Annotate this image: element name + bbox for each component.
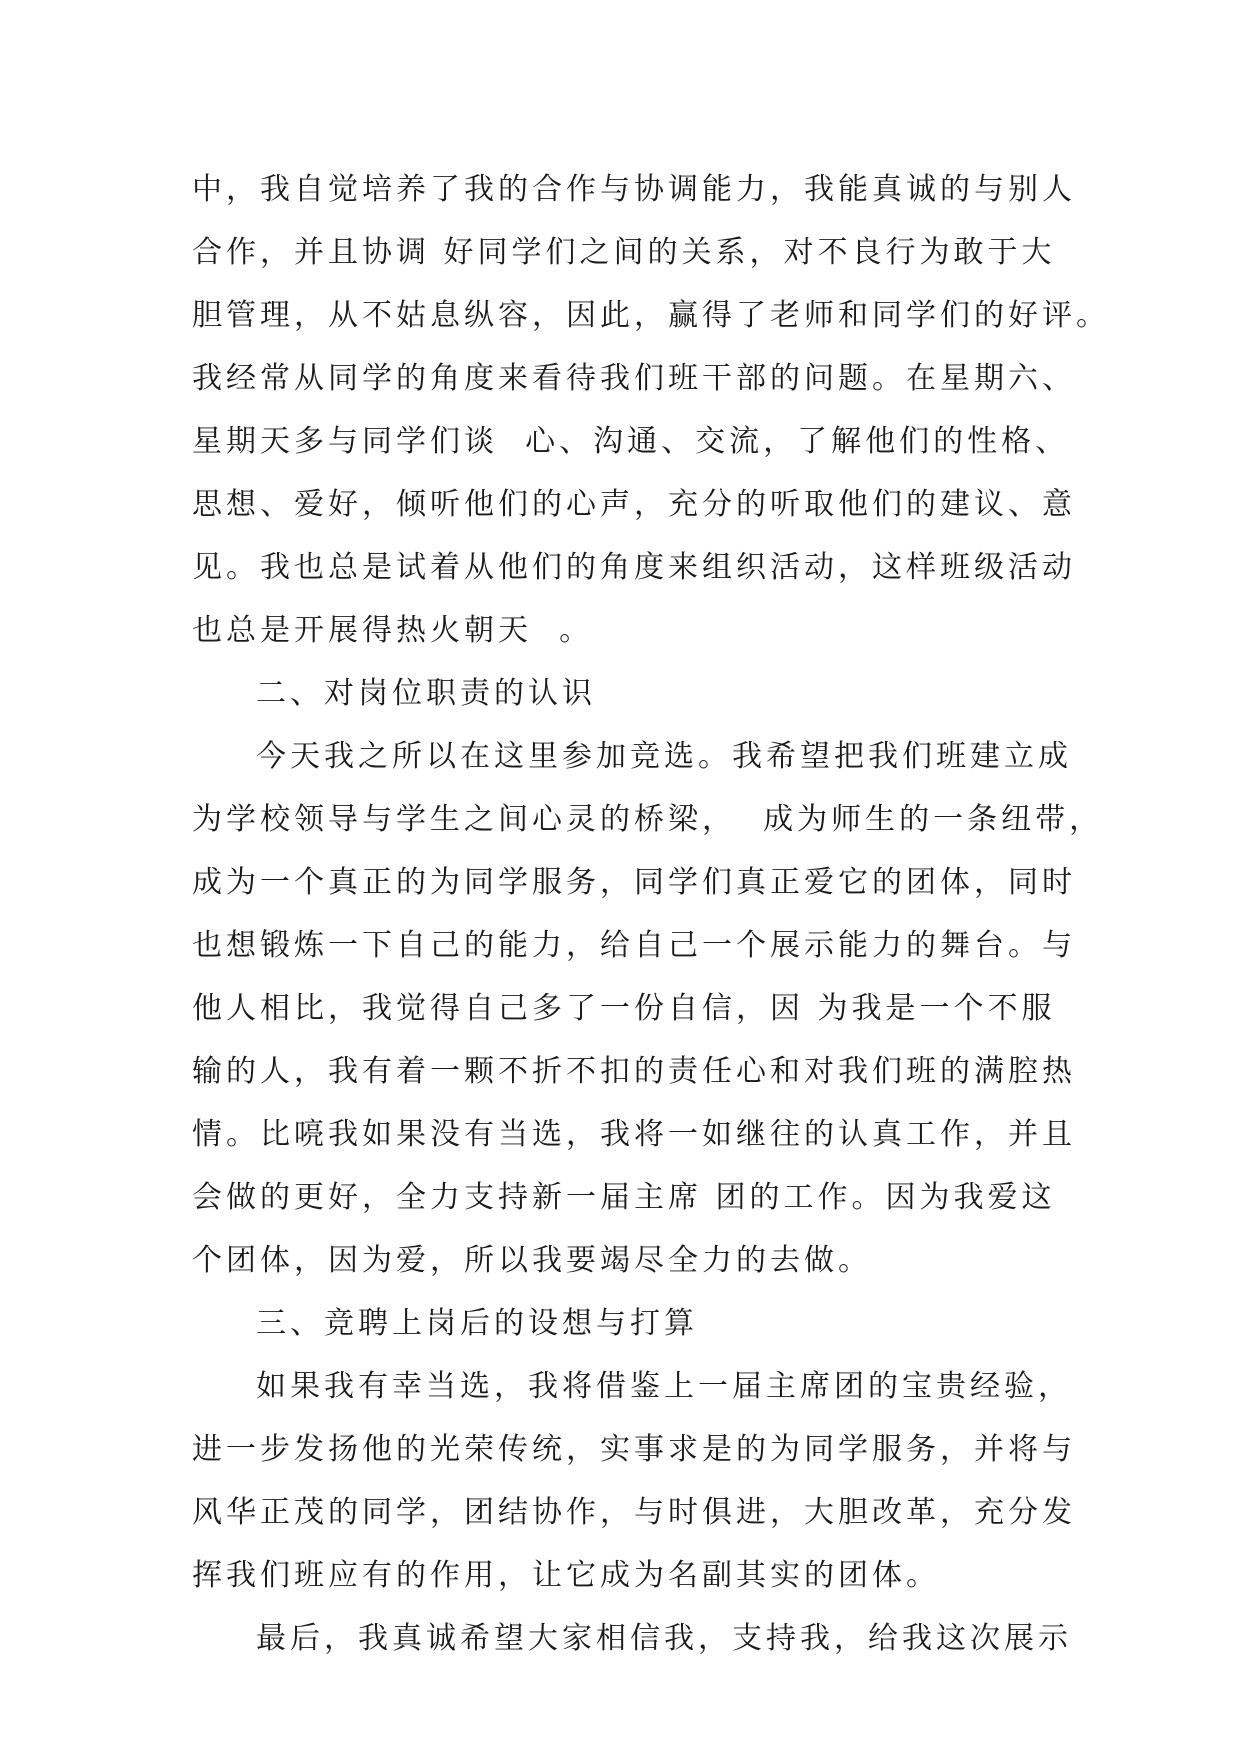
document-body bbox=[192, 158, 1110, 1670]
text-line: 风华正茂的同学，团结协作，与时俱进，大胆改革，充分发 bbox=[192, 1495, 1076, 1530]
text-line: 挥我们班应有的作用，让它成为名副其实的团体。 bbox=[192, 1558, 940, 1593]
text-line: 进一步发扬他的光荣传统，实事求是的为同学服务，并将与 bbox=[192, 1432, 1076, 1467]
text-line: 输的人，我有着一颗不折不扣的责任心和对我们班的满腔热 bbox=[192, 1054, 1076, 1089]
text-line: 见。我也总是试着从他们的角度来组织活动，这样班级活动 bbox=[192, 550, 1076, 585]
text-line: 他人相比，我觉得自己多了一份自信，因 为我是一个不服 bbox=[192, 991, 1056, 1026]
text-line: 为学校领导与学生之间心灵的桥梁， 成为师生的一条纽带， bbox=[192, 802, 1104, 837]
paragraph-start-line: 今天我之所以在这里参加竞选。我希望把我们班建立成 bbox=[256, 739, 1072, 774]
text-line: 中，我自觉培养了我的合作与协调能力，我能真诚的与别人 bbox=[192, 172, 1076, 207]
text-line: 会做的更好，全力支持新一届主席 团的工作。因为我爱这 bbox=[192, 1180, 1056, 1215]
text-line: 思想、爱好，倾听他们的心声，充分的听取他们的建议、意 bbox=[192, 487, 1076, 522]
paragraph-start-line: 二、对岗位职责的认识 bbox=[256, 676, 596, 711]
text-line: 胆管理，从不姑息纵容，因此，赢得了老师和同学们的好评。 bbox=[192, 298, 1110, 333]
text-line: 合作，并且协调 好同学们之间的关系，对不良行为敢于大 bbox=[192, 235, 1056, 270]
paragraph-start-line: 最后，我真诚希望大家相信我，支持我，给我这次展示 bbox=[256, 1621, 1072, 1656]
paragraph-start-line: 如果我有幸当选，我将借鉴上一届主席团的宝贵经验， bbox=[256, 1369, 1072, 1404]
text-line: 我经常从同学的角度来看待我们班干部的问题。在星期六、 bbox=[192, 361, 1076, 396]
text-line: 也总是开展得热火朝天 。 bbox=[192, 613, 594, 648]
text-line: 情。比喨我如果没有当选，我将一如继往的认真工作，并且 bbox=[192, 1117, 1076, 1152]
text-line: 星期天多与同学们谈 心、沟通、交流，了解他们的性格、 bbox=[192, 424, 1070, 459]
paragraph-start-line: 三、竞聘上岗后的设想与打算 bbox=[256, 1306, 698, 1341]
text-line: 个团体，因为爱，所以我要竭尽全力的去做。 bbox=[192, 1243, 872, 1278]
text-line: 也想锻炼一下自己的能力，给自己一个展示能力的舞台。与 bbox=[192, 928, 1076, 963]
text-line: 成为一个真正的为同学服务，同学们真正爱它的团体，同时 bbox=[192, 865, 1076, 900]
